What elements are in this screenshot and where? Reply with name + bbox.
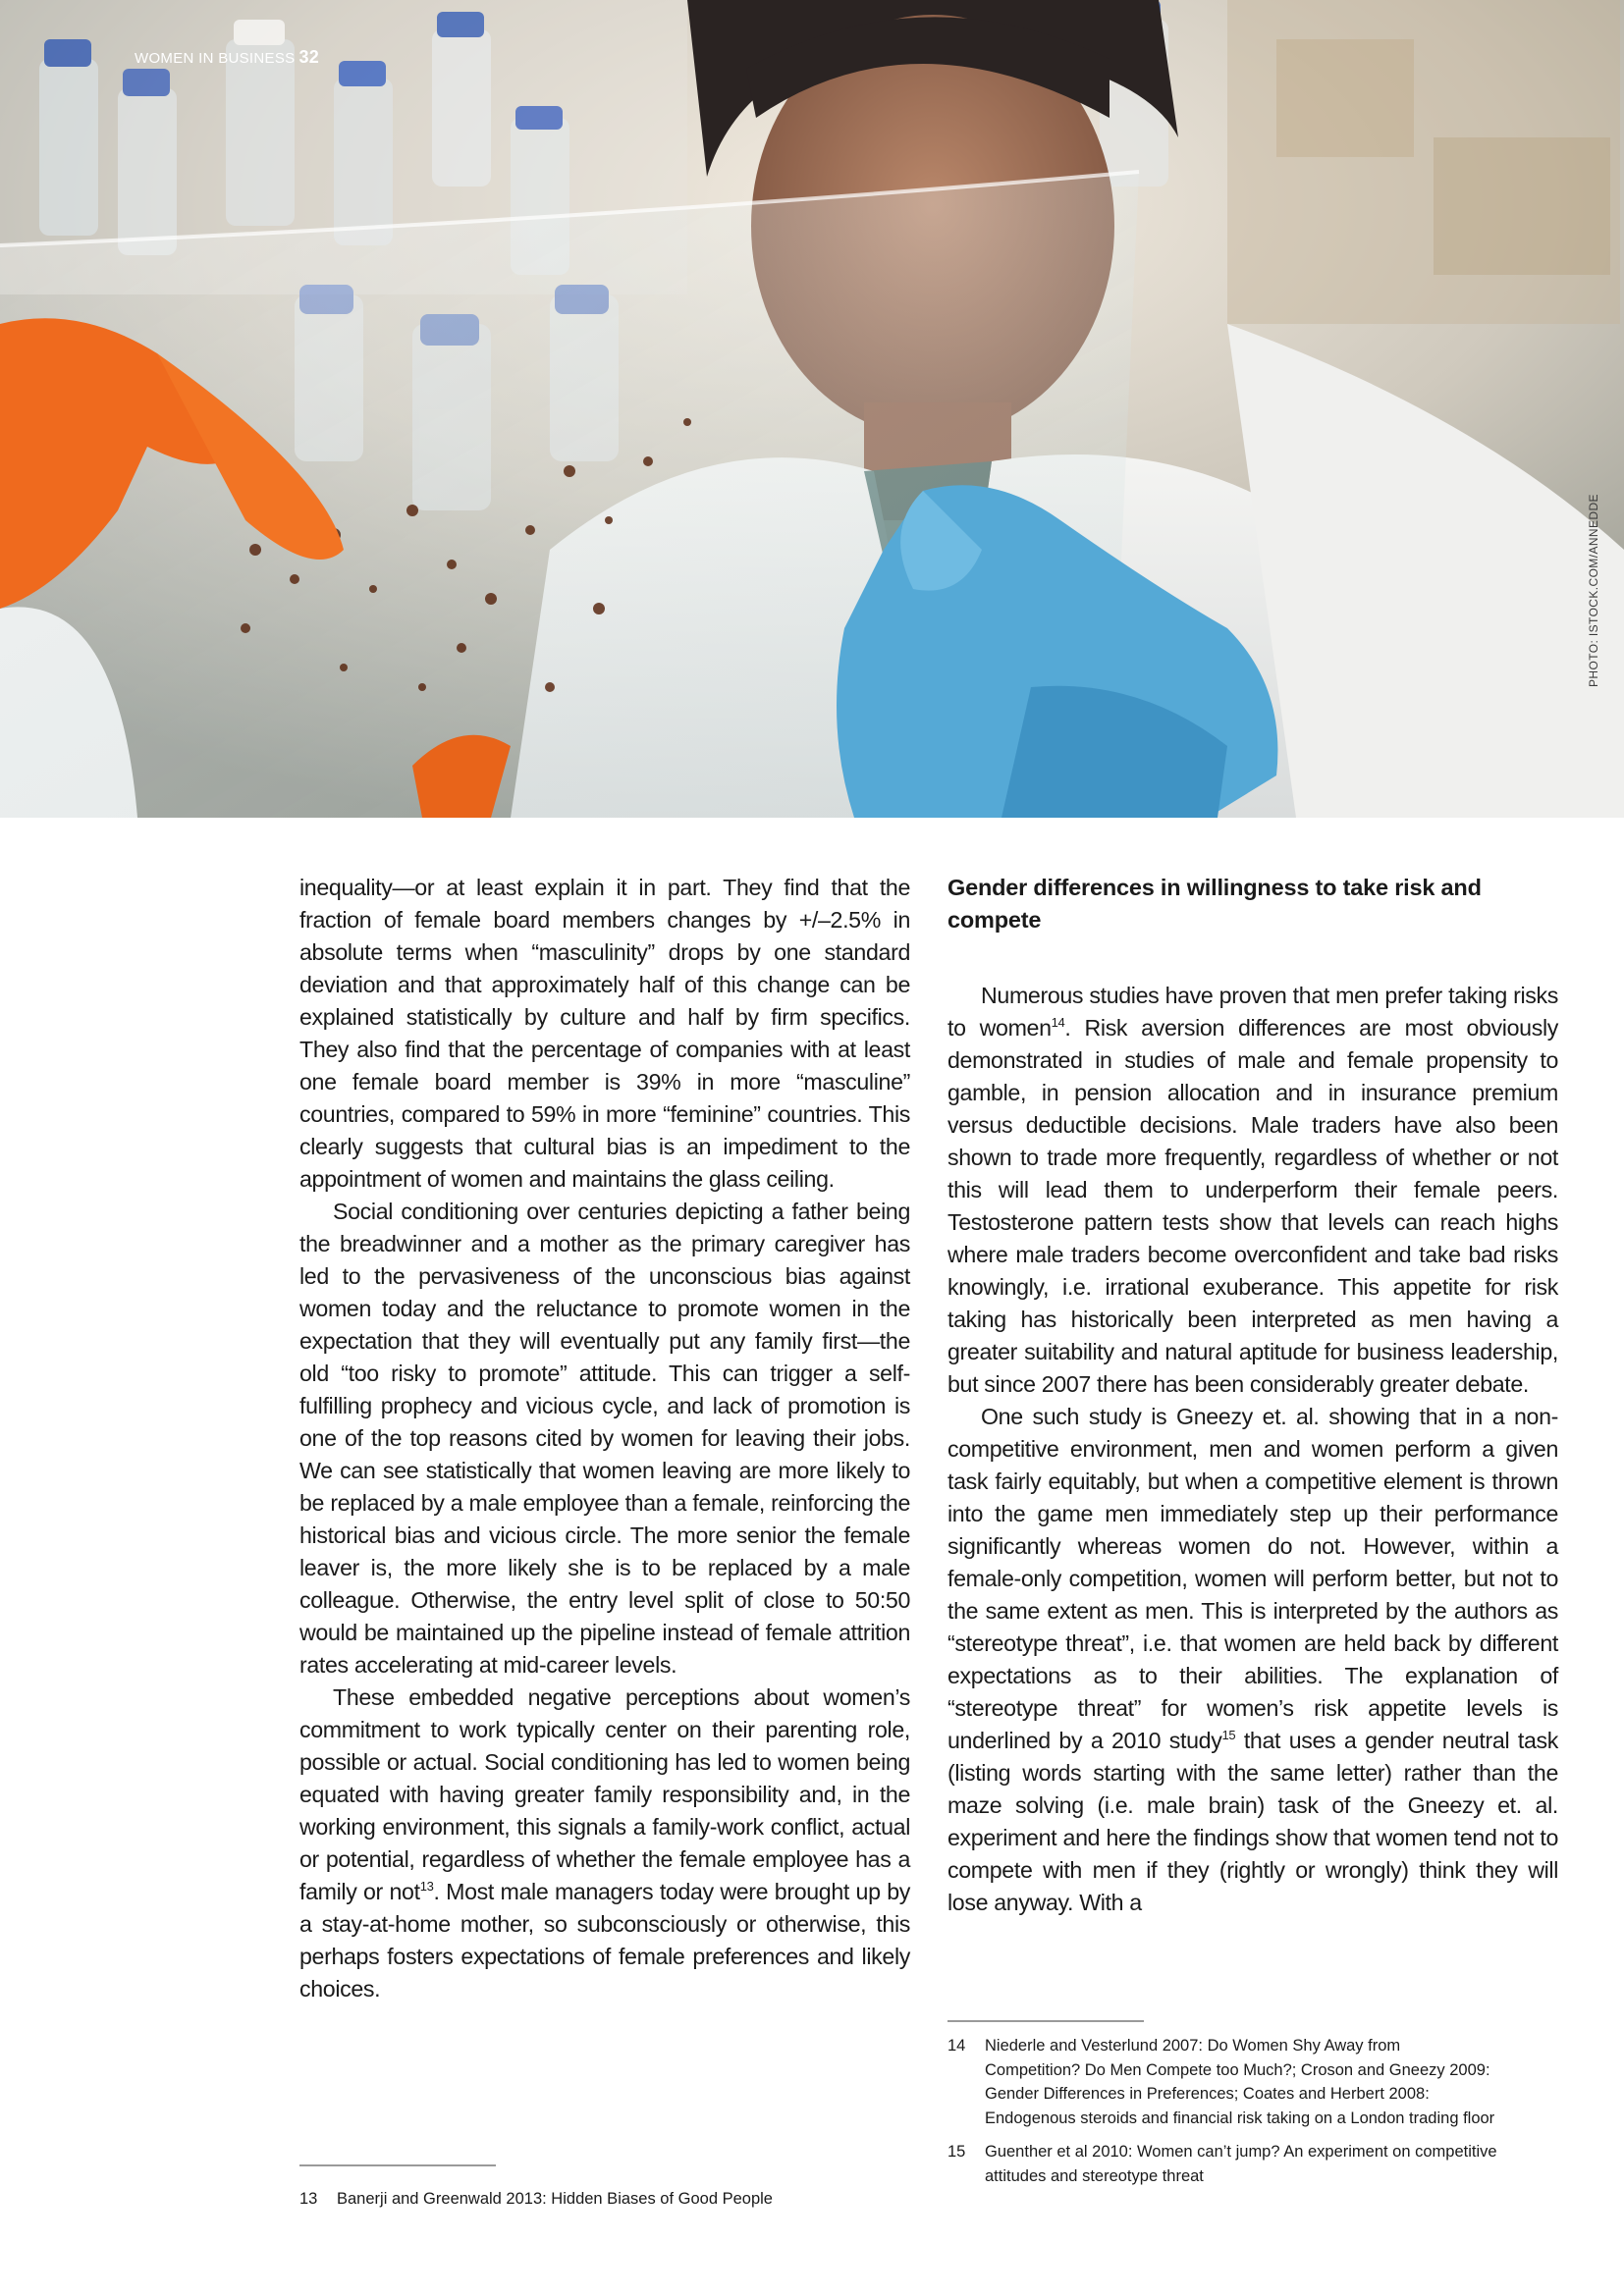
footnote-number: 13: [299, 2190, 318, 2208]
paragraph-text: Social conditioning over centuries depicting a father being the breadwinner and a mother as the primary caregiver has led to the pervasiveness of the unconscious bias against women today and the reluctance to promote women in the expectation that they will eventually put any family first—the old “too risky to promote” attitude. This can trigger a self-fulfilling prophecy and vicious cycle, and lack of promotion is one of the top reasons cited by women for leaving their jobs. We can see statistically that women leaving are more likely to be replaced by a male employee than a female, reinforcing the historical bias and vicious circle. The more senior the female leaver is, the more likely she is to be replaced by a male colleague. Otherwise, the entry level split of close to 50:50 would be maintained up the pipeline instead of female attrition rates accelerating at mid-career levels.: [299, 1199, 910, 1678]
footnote-rule: [299, 2164, 496, 2166]
running-header: [135, 47, 319, 68]
paragraph-text: . Risk aversion differences are most obviously demonstrated in studies of male and female propensity to gamble, in pension allocation and in insurance premium versus deductible decisions. Male traders have also been shown to trade more frequently, regardless of whether or not this will lead them to underperform their female peers. Testosterone pattern tests show that levels can reach highs where male traders become overconfident and take bad risks knowingly, i.e. irrational exuberance. This appetite for risk taking has historically been interpreted as men having a greater suitability and natural aptitude for business leadership, but since 2007 there has been considerably greater debate.: [947, 1015, 1558, 1397]
paragraph-text: inequality—or at least explain it in part. They find that the fraction of female board members changes by +/–2.5% in absolute terms when “masculinity” drops by one standard deviation and that approximately half of this change can be explained statistically by culture and half by firm specifics. They also find that the percentage of companies with at least one female board member is 39% in more “masculine” countries, compared to 59% in more “feminine” countries. This clearly suggests that cultural bias is an impediment to the appointment of women and maintains the glass ceiling.: [299, 875, 910, 1192]
footnote-text: Guenther et al 2010: Women can’t jump? An experiment on competitive attitudes and stereotype threat: [985, 2143, 1497, 2185]
footnote-number: 15: [947, 2143, 966, 2161]
paragraph-text: These embedded negative perceptions about women’s commitment to work typically center on their parenting role, possible or actual. Social conditioning has led to women being equated with having greater family responsibility and, in the working environment, this signals a family-work conflict, actual or potential, regardless of whether the female employee has a family or not: [299, 1684, 910, 1904]
paragraph-text: One such study is Gneezy et. al. showing that in a non-competitive environment, men and women perform a given task fairly equitably, but when a competitive element is thrown into the game men immediately step up their performance significantly whereas women do not. However, within a female-only competition, women will perform better, but not to the same extent as men. This is interpreted by the authors as “stereotype threat”, i.e. that women are held back by different expectations as to their abilities. The explanation of “stereotype threat” for women’s risk appetite levels is underlined by a 2010 study: [947, 1404, 1558, 1753]
section-title: WOMEN IN BUSINESS: [135, 50, 296, 67]
footnote-rule: [947, 2020, 1144, 2022]
body-paragraph: [299, 1682, 910, 2005]
paragraph-text: . Most male managers today were brought up by a stay-at-home mother, so subconsciously or otherwise, this perhaps fosters expectations of female preferences and likely choices.: [299, 1879, 910, 2002]
lab-photo-illustration: [0, 0, 1624, 818]
body-paragraph: [299, 872, 910, 1196]
footnote-14: [947, 2034, 1497, 2130]
footnote-text: Banerji and Greenwald 2013: Hidden Biases of Good People: [337, 2190, 773, 2208]
footnote-ref-13[interactable]: 13: [419, 1879, 434, 1894]
footnote-ref-14[interactable]: 14: [1051, 1015, 1065, 1030]
paragraph-text: Numerous studies have proven that men prefer taking risks to women: [947, 983, 1558, 1041]
body-paragraph: [299, 1196, 910, 1682]
paragraph-text: that uses a gender neutral task (listing words starting with the same letter) rather than the maze solving (i.e. male brain) task of the Gneezy et. al. experiment and here the findings show that women tend not to compete with men if they (rightly or wrongly) think they will lose anyway. With a: [947, 1728, 1558, 1915]
footnote-15: [947, 2140, 1497, 2188]
left-column: [299, 872, 910, 2005]
body-paragraph: [947, 980, 1558, 1401]
page-number: 32: [298, 47, 320, 67]
footnote-text: Niederle and Vesterlund 2007: Do Women Shy Away from Competition? Do Men Compete too Much?; Croson and Gneezy 2009: Gender Differences in Preferences; Coates and Herbert 2008: Endogenous steroids and financial risk taking on a London trading floor: [985, 2037, 1495, 2127]
footnote-number: 14: [947, 2037, 966, 2055]
lab-photo: [0, 0, 1624, 818]
photo-credit: PHOTO: ISTOCK.COM/ANNEDDE: [1587, 494, 1600, 687]
footnote-ref-15[interactable]: 15: [1221, 1728, 1236, 1742]
footnote-13: [299, 2187, 849, 2212]
body-paragraph: [947, 1401, 1558, 1919]
section-heading: Gender differences in willingness to take risk and compete: [947, 875, 1482, 933]
right-column: [947, 872, 1558, 1919]
